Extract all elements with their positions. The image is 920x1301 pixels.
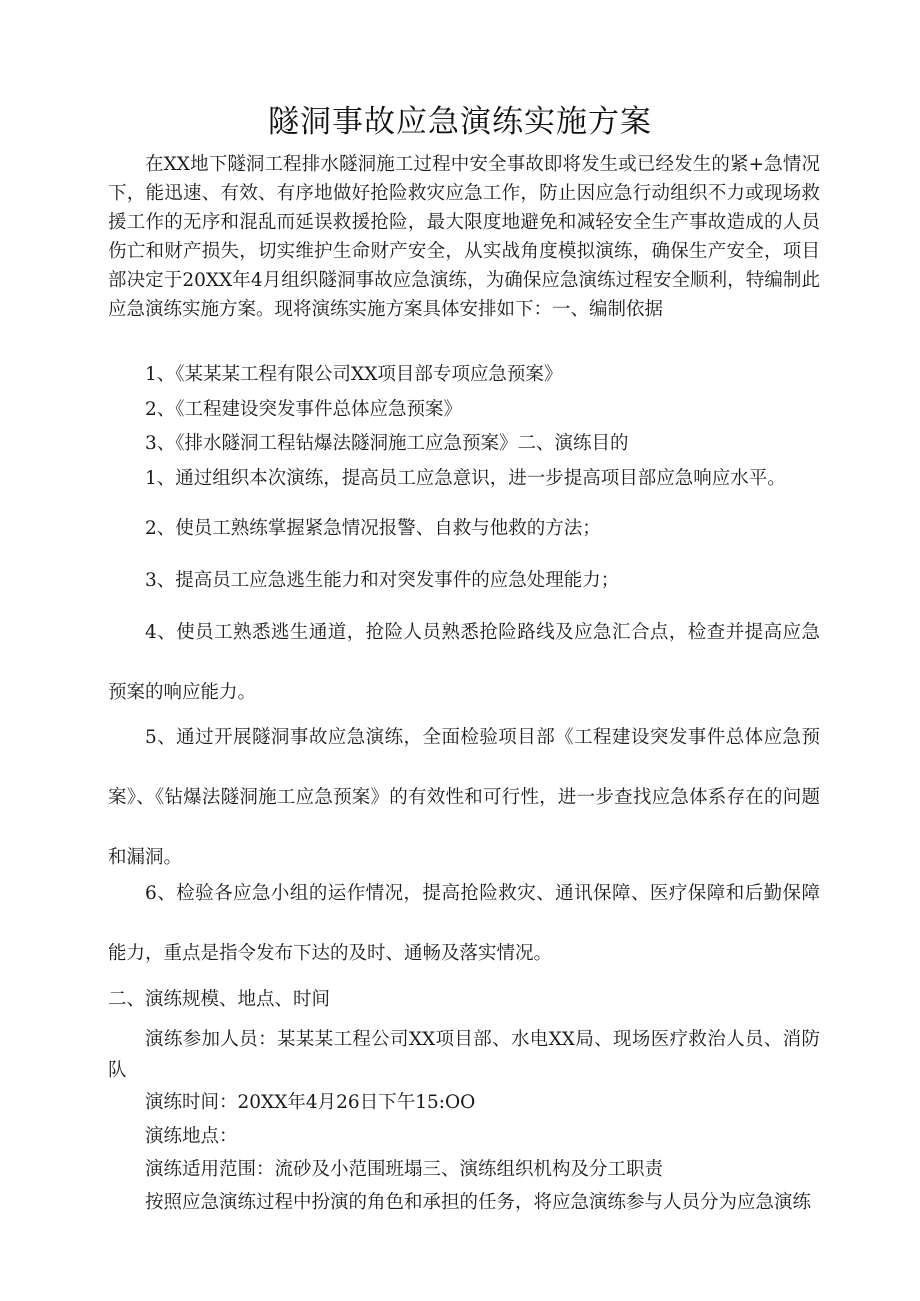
drill-scope: 演练适用范围：流砂及小范围班塌三、演练组织机构及分工职责 [145, 1159, 664, 1180]
participants-paragraph: 演练参加人员：某某某工程公司XX项目部、水电XX局、现场医疗救治人员、消防队 [108, 1029, 820, 1081]
purpose-item-1: 1、通过组织本次演练，提高员工应急意识，进一步提高项目部应急响应水平。 [145, 468, 786, 489]
basis-item-2: 2、《工程建设突发事件总体应急预案》 [145, 399, 463, 420]
section-heading-scale: 二、演练规模、地点、时间 [108, 989, 331, 1010]
purpose-item-5: 5、通过开展隧洞事故应急演练，全面检验项目部《工程建设突发事件总体应急预案》、《钻爆法隧洞施工应急预案》的有效性和可行性，进一步查找应急体系存在的问题和漏洞。 [108, 727, 820, 868]
intro-paragraph: 在XX地下隧洞工程排水隧洞施工过程中安全事故即将发生或已经发生的紧+急情况下，能迅速、有效、有序地做好抢险救灾应急工作，防止因应急行动组织不力或现场救援工作的无序和混乱而延误救援抢险，最大限度地避免和减轻安全生产事故造成的人员伤亡和财产损失，切实维护生命财产安全，从实战角度模拟演练，确保生产安全，项目部决定于20XX年4月组织隧洞事故应急演练，为确保应急演练过程安全顺利，特编制此应急演练实施方案。现将演练实施方案具体安排如下：一、编制依据 [108, 154, 820, 320]
purpose-item-4: 4、使员工熟悉逃生通道，抢险人员熟悉抢险路线及应急汇合点，检查并提高应急预案的响应能力。 [108, 622, 820, 703]
organization-paragraph: 按照应急演练过程中扮演的角色和承担的任务，将应急演练参与人员分为应急演练 [145, 1192, 812, 1213]
purpose-item-2: 2、使员工熟练掌握紧急情况报警、自救与他救的方法； [145, 518, 601, 539]
drill-location: 演练地点： [145, 1126, 238, 1147]
basis-item-1: 1、《某某某工程有限公司XX项目部专项应急预案》 [145, 364, 563, 385]
purpose-item-3: 3、提高员工应急逃生能力和对突发事件的应急处理能力； [145, 570, 620, 591]
basis-item-3: 3、《排水隧洞工程钻爆法隧洞施工应急预案》二、演练目的 [145, 433, 629, 454]
purpose-item-6: 6、检验各应急小组的运作情况，提高抢险救灾、通讯保障、医疗保障和后勤保障能力，重点是指令发布下达的及时、通畅及落实情况。 [108, 883, 820, 964]
document-title: 隧洞事故应急演练实施方案 [268, 104, 652, 140]
drill-time: 演练时间：20XX年4月26日下午15:OO [145, 1092, 476, 1113]
